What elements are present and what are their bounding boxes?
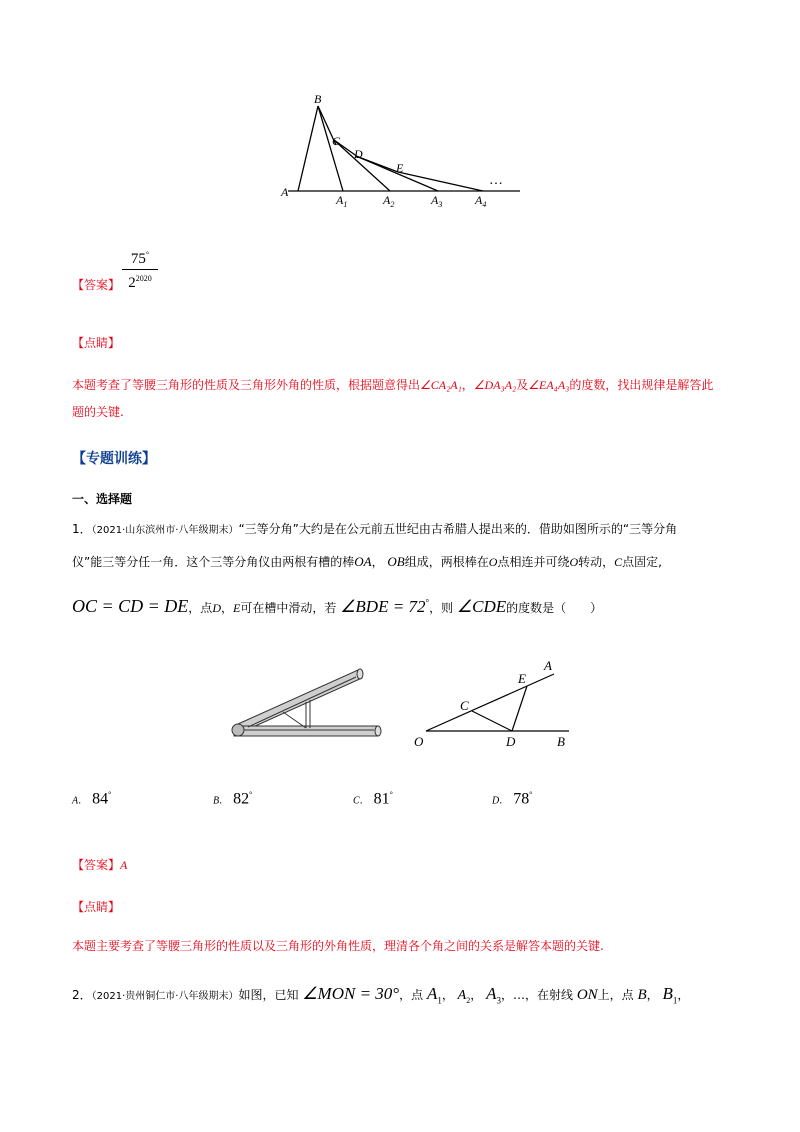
label-D: D: [354, 147, 363, 161]
option-b[interactable]: B． 82°: [213, 790, 253, 808]
section-subtitle: 一、选择题: [72, 492, 133, 506]
segment-BA1: [318, 106, 343, 191]
answer-2: 【答案】A: [72, 858, 128, 872]
label-A3: $A_3$: [431, 193, 443, 209]
dianjing-text: [72, 372, 732, 426]
option-d[interactable]: D． 78°: [492, 790, 533, 808]
label-E: E: [518, 671, 526, 686]
q1-line-1: 1．（2021·山东滨州市·八年级期末）“三等分角”大约是在公元前五世纪由古希腊人提出来的．借助如图所示的“三等分角: [72, 522, 678, 536]
label-ellipsis: …: [490, 173, 503, 188]
figure-trisector-diagram: [414, 656, 584, 752]
pivot-joint: [232, 724, 244, 736]
equation-oc-cd-de: OC = CD = DE: [72, 596, 189, 616]
answer-fraction: [120, 246, 160, 292]
option-a[interactable]: A． 84°: [72, 790, 112, 808]
label-A2: $A_2$: [383, 193, 395, 209]
q1-line-3: OC = CD = DE，点D，E可在槽中滑动，若 ∠BDE = 72°，则 ∠CDE的度数是（ ）: [72, 596, 603, 616]
label-A4: $A_4$: [475, 193, 487, 209]
segment-CD: [472, 711, 512, 731]
label-C: C: [460, 698, 469, 713]
label-E: E: [396, 161, 404, 175]
fraction-denominator: $2^{2020}$: [128, 274, 152, 291]
segment-DE: [512, 686, 527, 731]
label-B: B: [557, 734, 565, 749]
dianjing-line-1: 本题考查了等腰三角形的性质及三角形外角的性质，根据题意得出∠CA₂A₁，∠DA₃A₂及∠EA₄A₃的度数，找出规律是解答此: [72, 378, 714, 392]
label-A: A: [281, 185, 289, 199]
dianjing-2-tag: 【点睛】: [72, 900, 121, 914]
label-C: C: [332, 134, 341, 148]
label-A: A: [544, 658, 552, 673]
segment-EA4: [398, 172, 483, 191]
dianjing-tag: 【点睛】: [72, 336, 121, 350]
trisector-device-illustration: [228, 664, 388, 744]
question-2: 2．（2021·贵州铜仁市·八年级期末）如图，已知 ∠MON = 30°，点 $A_1$， $A_2$， $A_3$，…，在射线 ON上，点 B， $B_1$，: [72, 984, 690, 1006]
section-title: 【专题训练】: [72, 451, 156, 467]
question-1: [72, 516, 732, 576]
answer-tag: 【答案】: [72, 278, 121, 292]
segment-AB: [298, 106, 318, 191]
label-A1: $A_1$: [336, 193, 348, 209]
label-B: B: [314, 92, 322, 106]
q1-line-2: 仪”能三等分任一角．这个三等分角仪由两根有槽的棒OA， OB组成，两根棒在O点相连并可绕O转动，C点固定,: [72, 554, 662, 569]
asked-angle-cde: ∠CDE: [456, 597, 507, 616]
ray-OA: [426, 674, 554, 731]
figure-triangle-chain: [278, 90, 528, 210]
given-angle-mon: ∠MON = 30°: [302, 984, 400, 1003]
label-O: O: [414, 734, 424, 749]
option-c[interactable]: C． 81°: [353, 790, 393, 808]
given-angle-bde: ∠BDE = 72°: [340, 597, 430, 616]
dianjing-line-2: 题的关键.: [72, 405, 124, 419]
fraction-numerator: 75°: [130, 250, 150, 267]
label-D: D: [506, 734, 516, 749]
dianjing-2-text: 本题主要考查了等腰三角形的性质以及三角形的外角性质，理清各个角之间的关系是解答本题的关键.: [72, 939, 604, 953]
